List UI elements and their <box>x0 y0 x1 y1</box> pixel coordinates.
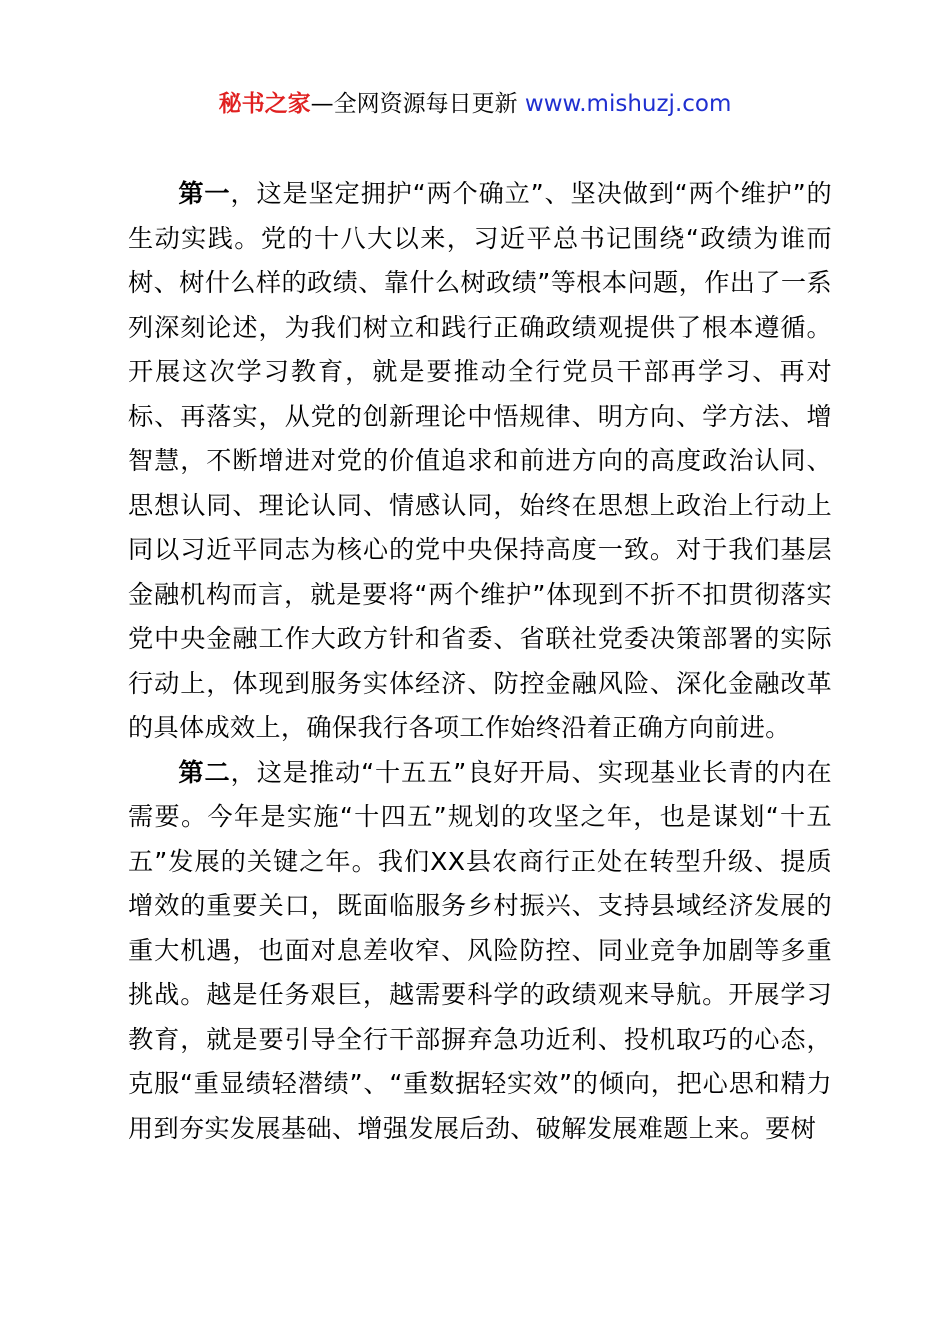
paragraph-text: ，这是坚定拥护“两个确立”、坚决做到“两个维护”的生动实践。党的十八大以来，习近平总书记围绕“政绩为谁而树、树什么样的政绩、靠什么树政绩”等根本问题，作出了一系列深刻论述，为我们树立和践行正确政绩观提供了根本遵循。开展这次学习教育，就是要推动全行党员干部再学习、再对标、再落实，从党的创新理论中悟规律、明方向、学方法、增智慧，不断增进对党的价值追求和前进方向的高度政治认同、思想认同、理论认同、情感认同，始终在思想上政治上行动上同以习近平同志为核心的党中央保持高度一致。对于我们基层金融机构而言，就是要将“两个维护”体现到不折不扣贯彻落实党中央金融工作大政方针和省委、省联社党委决策部署的实际行动上，体现到服务实体经济、防控金融风险、深化金融改革的具体成效上，确保我行各项工作始终沿着正确方向前进。 <box>128 179 832 742</box>
paragraph-text: ，这是推动“十五五”良好开局、实现基业长青的内在需要。今年是实施“十四五”规划的攻坚之年，也是谋划“十五五”发展的关键之年。我们XX县农商行正处在转型升级、提质增效的重要关口，既面临服务乡村振兴、支持县域经济发展的重大机遇，也面对息差收窄、风险防控、同业竞争加剧等多重挑战。越是任务艰巨，越需要科学的政绩观来导航。开展学习教育，就是要引导全行干部摒弃急功近利、投机取巧的心态，克服“重显绩轻潜绩”、“重数据轻实效”的倾向，把心思和精力用到夯实发展基础、增强发展后劲、破解发展难题上来。要树 <box>128 757 832 1143</box>
site-url: www.mishuzj.com <box>524 91 732 117</box>
site-brand: 秘书之家 <box>218 91 311 117</box>
paragraph-lead: 第一 <box>178 179 231 208</box>
paragraph-lead: 第二 <box>178 757 231 787</box>
document-body <box>128 172 832 1151</box>
paragraph-first <box>128 172 832 751</box>
paragraph-second <box>128 751 832 1152</box>
site-tagline: —全网资源每日更新 <box>310 91 525 117</box>
page-header <box>0 86 950 122</box>
